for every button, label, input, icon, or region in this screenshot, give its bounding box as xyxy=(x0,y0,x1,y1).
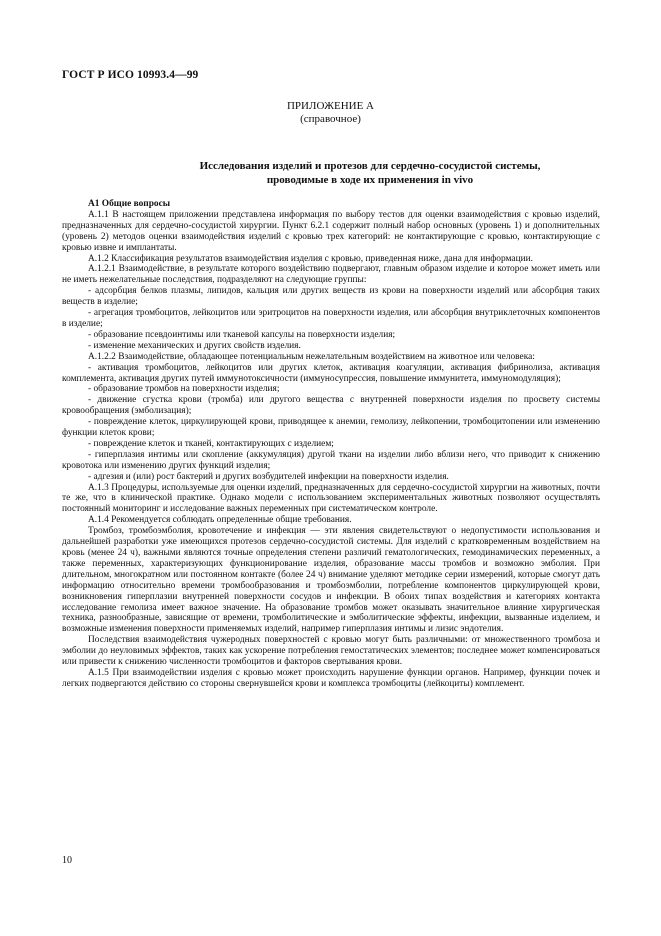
list-item: - повреждение клеток и тканей, контактирующих с изделием; xyxy=(88,438,334,449)
list-item: - движение сгустка крови (тромба) или другого вещества с внутренней поверхности изделия по просвету системы кровообращения (эмболизация); xyxy=(62,395,600,417)
paragraph: А.1.5 При взаимодействии изделия с кровью может происходить нарушение функции органов. Например, функции почек и легких подвергаются действию со стороны свернувшейся крови и комплекса тромбоциты (лейкоциты) комплемент. xyxy=(62,667,600,689)
title-line-2: проводимые в ходе их применения in vivo xyxy=(266,174,474,186)
paragraph: А.1.2.2 Взаимодействие, обладающее потенциальным нежелательным воздействием на животное или человека: xyxy=(88,351,535,362)
list-item: - адсорбция белков плазмы, липидов, кальция или других веществ из крови на поверхности изделий или абсорбция таких веществ в изделие; xyxy=(62,286,600,308)
document-body xyxy=(62,199,600,690)
list-item: - образование тромбов на поверхности изделия; xyxy=(88,384,280,395)
list-item: - изменение механических и других свойств изделия. xyxy=(88,340,301,351)
page-number: 10 xyxy=(62,855,72,866)
list-item: - образование псевдоинтимы или тканевой капсулы на поверхности изделия; xyxy=(88,329,396,340)
list-item: - адгезия и (или) рост бактерий и других возбудителей инфекции на поверхности изделия. xyxy=(88,471,449,482)
appendix-heading xyxy=(0,100,661,126)
list-item: - гиперплазия интимы или скопление (аккумуляция) другой ткани на изделии либо вблизи него, что приводит к снижению кровотока или изменению других функций изделия; xyxy=(62,449,600,471)
document-title xyxy=(40,159,661,187)
section-heading: А1 Общие вопросы xyxy=(88,199,171,209)
paragraph: А.1.1 В настоящем приложении представлена информация по выбору тестов для оценки взаимодействия с кровью изделий, предназначенных для сердечно-сосудистой хирургии. Пункт 6.2.1 содержит полный набор основных (уровень 1) и дополнительных (уровень 2) методов оценки взаимодействия изделий с кровью трех категорий: не контактирующие с кровью, контактирующие с кровью извне и имплантаты. xyxy=(62,209,600,253)
list-item: - повреждение клеток, циркулирующей крови, приводящее к анемии, гемолизу, лейкопении, тромбоцитопении или изменению функции клеток крови; xyxy=(62,417,600,439)
appendix-note: (справочное) xyxy=(300,113,361,125)
paragraph: А.1.3 Процедуры, используемые для оценки изделий, предназначенных для сердечно-сосудистой хирургии на животных, почти те же, что в клинической практике. Однако модели с использованием экспериментальных животных позволяют осуществлять постоянный мониторинг и исследование важных переменных при систематическом контроле. xyxy=(62,482,600,515)
list-item: - активация тромбоцитов, лейкоцитов или других клеток, активация коагуляции, активация фибринолиза, активация комплемента, активация других путей иммунотоксичности (иммуносупрессия, повышение иммунитета, иммуномодуляция); xyxy=(62,362,600,384)
title-line-1: Исследования изделий и протезов для сердечно-сосудистой системы, xyxy=(199,160,541,172)
paragraph: А.1.2 Классификация результатов взаимодействия изделия с кровью, приведенная ниже, дана для информации. xyxy=(88,253,533,264)
list-item: - агрегация тромбоцитов, лейкоцитов или эритроцитов на поверхности изделия, или абсорбция внутриклеточных компонентов в изделие; xyxy=(62,308,600,329)
paragraph: Тромбоз, тромбоэмболия, кровотечение и инфекция — эти явления свидетельствуют о недопустимости использования и дальнейшей разработки уже имеющихся протезов сердечно-сосудистой системы. Для изделий с кратковременным воздействием на кровь (менее 24 ч), важными являются точные определения степени различий гематологических, гемодинамических переменных, а также переменных, характеризующих функционирование изделия, образование массы тромбов и возможно эмболия. При длительном, многократном или постоянном контакте (более 24 ч) внимание уделяют методике серии измерений, которые смогут дать информацию относительно времени тромбообразования и тромбоэмболии, потребление компонентов циркулирующей крови, возникновения гиперплазии внутренней поверхности сосудов и инфекции. В обоих типах воздействия и категориях контакта исследование гемолиза имеет важное значение. На образование тромбов может оказывать значительное влияние хирургическая техника, разнообразные, зависящие от времени, тромболитические и эмболитические эффекты, инфекции, вызванные изделием, и возможные изменения поверхности применяемых изделий, например гиперплазия интимы и лизис эндотелия. xyxy=(62,526,600,635)
paragraph: Последствия взаимодействия чужеродных поверхностей с кровью могут быть различными: от множественного тромбоза и эмболии до неуловимых эффектов, таких как ускорение потребления гемостатических элементов; последнее может компенсироваться или привести к снижению численности тромбоцитов и факторов свертывания крови. xyxy=(62,635,600,668)
standard-code: ГОСТ Р ИСО 10993.4—99 xyxy=(62,69,199,81)
appendix-label: ПРИЛОЖЕНИЕ А xyxy=(286,100,374,112)
paragraph: А.1.4 Рекомендуется соблюдать определенные общие требования. xyxy=(88,515,352,526)
paragraph: А.1.2.1 Взаимодействие, в результате которого воздействию подвергают, главным образом изделие и которое может иметь или не иметь нежелательные последствия, подразделяют на следующие группы: xyxy=(62,264,600,286)
